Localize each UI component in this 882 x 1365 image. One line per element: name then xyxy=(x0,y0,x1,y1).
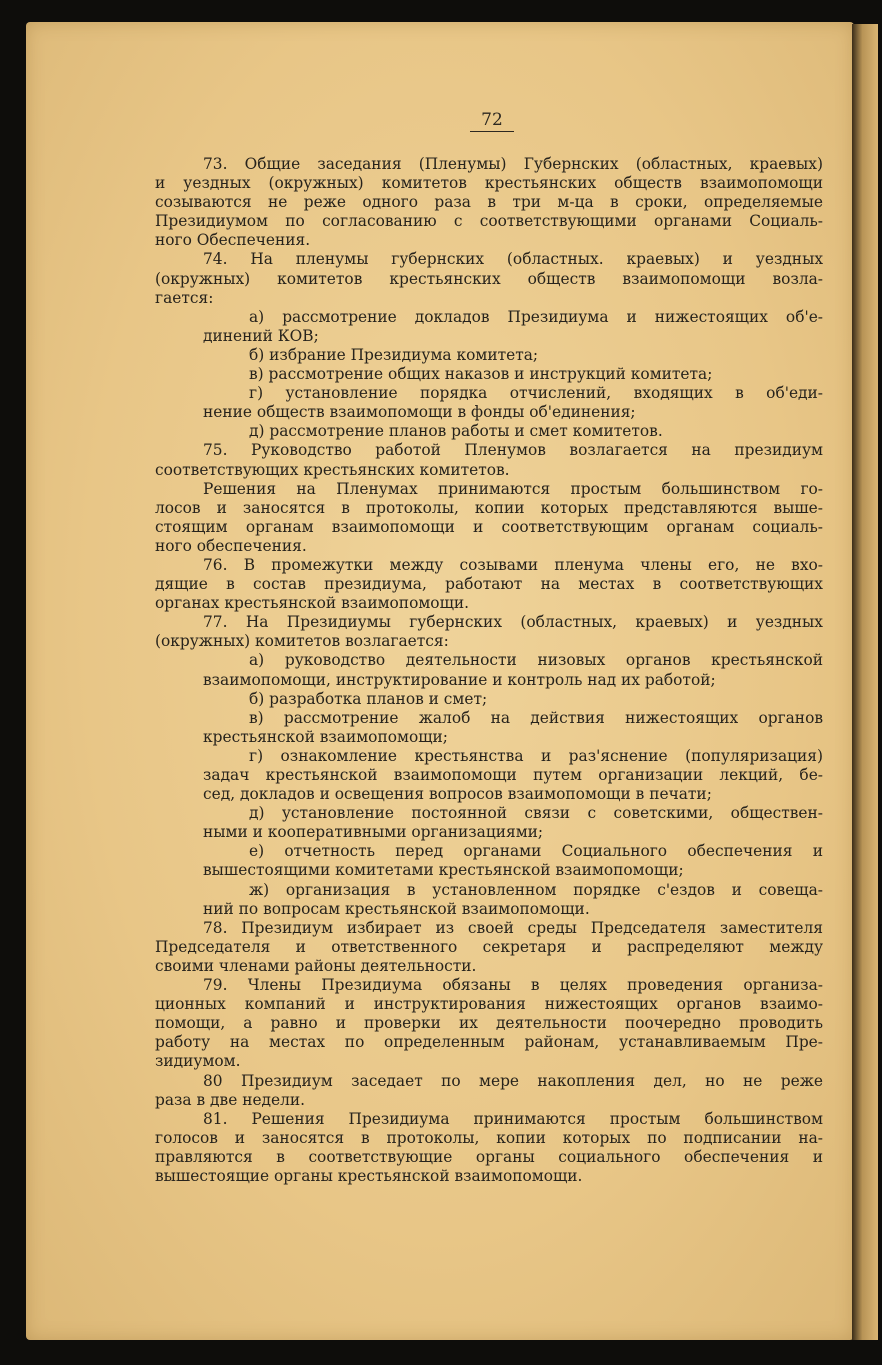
text-line: органах крестьянской взаимопомощи. xyxy=(155,594,470,613)
text-line: созываются не реже одного раза в три м-ца в сроки, определяемые xyxy=(155,193,823,212)
text-line: Председателя и ответственного секретаря и распределяют между xyxy=(155,937,823,956)
text-line: помощи, а равно и проверки их деятельности поочередно проводить xyxy=(155,1014,823,1033)
text-line: в) рассмотрение общих наказов и инструкций комитета; xyxy=(249,365,713,384)
text-line: б) избрание Президиума комитета; xyxy=(249,345,539,364)
text-line: правляются в соответствующие органы социального обеспечения и xyxy=(155,1147,823,1166)
text-line: работу на местах по определенным районам, устанавливаемым Пре- xyxy=(155,1033,823,1052)
text-line: в) рассмотрение жалоб на действия нижестоящих органов xyxy=(249,708,823,727)
text-line: взаимопомощи, инструктирование и контроль над их работой; xyxy=(203,670,716,689)
text-line: ний по вопросам крестьянской взаимопомощи. xyxy=(203,899,590,918)
text-line: д) установление постоянной связи с советскими, обществен- xyxy=(249,804,823,823)
text-line: 74. На пленумы губернских (областных. краевых) и уездных xyxy=(203,250,823,269)
text-line: и уездных (окружных) комитетов крестьянских обществ взаимопомощи xyxy=(155,174,823,193)
text-line: е) отчетность перед органами Социального обеспечения и xyxy=(249,842,823,861)
text-line: 75. Руководство работой Пленумов возлагается на президиум xyxy=(203,441,823,460)
text-line: вышестоящие органы крестьянской взаимопомощи. xyxy=(155,1166,583,1185)
text-line: нение обществ взаимопомощи в фонды об'единения; xyxy=(203,403,636,422)
text-line: лосов и заносятся в протоколы, копии которых представляются выше- xyxy=(155,498,823,517)
text-line: крестьянской взаимопомощи; xyxy=(203,727,448,746)
text-line: ными и кооперативными организациями; xyxy=(203,823,544,842)
text-line: б) разработка планов и смет; xyxy=(249,689,488,708)
page-number: 72 xyxy=(470,110,514,132)
text-line: голосов и заносятся в протоколы, копии которых по подписании на- xyxy=(155,1128,823,1147)
text-line: ж) организация в установленном порядке с'ездов и совеща- xyxy=(249,880,823,899)
text-line: динений КОВ; xyxy=(203,326,319,345)
text-line: 81. Решения Президиума принимаются простым большинством xyxy=(203,1109,823,1128)
text-line: 78. Президиум избирает из своей среды Председателя заместителя xyxy=(203,918,823,937)
text-line: ного Обеспечения. xyxy=(155,231,311,250)
text-line: ного обеспечения. xyxy=(155,536,307,555)
text-line: задач крестьянской взаимопомощи путем организации лекций, бе- xyxy=(203,766,823,784)
text-line: г) ознакомление крестьянства и раз'яснение (популяризация) xyxy=(249,746,823,765)
text-line: 80 Президиум заседает по мере накопления дел, но не реже xyxy=(203,1071,823,1090)
text-line: ционных компаний и инструктирования нижестоящих органов взаимо- xyxy=(155,995,823,1014)
body-text xyxy=(155,155,823,1186)
text-line: стоящим органам взаимопомощи и соответствующим органам социаль- xyxy=(155,517,823,536)
text-line: дящие в состав президиума, работают на местах в соответствующих xyxy=(155,575,823,594)
text-line: д) рассмотрение планов работы и смет комитетов. xyxy=(249,422,663,441)
page-edge xyxy=(852,24,878,1340)
text-line: а) руководство деятельности низовых органов крестьянской xyxy=(249,651,823,670)
text-line: зидиумом. xyxy=(155,1052,241,1071)
text-line: Президиумом по согласованию с соответствующими органами Социаль- xyxy=(155,212,823,231)
text-line: раза в две недели. xyxy=(155,1090,306,1109)
text-line: 73. Общие заседания (Пленумы) Губернских (областных, краевых) xyxy=(203,155,823,173)
text-line: 76. В промежутки между созывами пленума члены его, не вхо- xyxy=(203,555,823,574)
text-line: сед, докладов и освещения вопросов взаимопомощи в печати; xyxy=(203,785,712,804)
text-line: г) установление порядка отчислений, входящих в об'еди- xyxy=(249,384,823,403)
text-line: (окружных) комитетов возлагается: xyxy=(155,632,449,651)
text-line: соответствующих крестьянских комитетов. xyxy=(155,460,510,479)
text-line: (окружных) комитетов крестьянских обществ взаимопомощи возла- xyxy=(155,269,823,288)
text-line: вышестоящими комитетами крестьянской взаимопомощи; xyxy=(203,861,684,880)
text-line: своими членами районы деятельности. xyxy=(155,956,477,975)
text-line: а) рассмотрение докладов Президиума и нижестоящих об'е- xyxy=(249,307,823,326)
text-line: 77. На Президиумы губернских (областных, краевых) и уездных xyxy=(203,613,823,632)
text-line: 79. Члены Президиума обязаны в целях проведения организа- xyxy=(203,976,823,995)
text-line: гается: xyxy=(155,288,214,307)
text-line: Решения на Пленумах принимаются простым большинством го- xyxy=(203,479,823,498)
